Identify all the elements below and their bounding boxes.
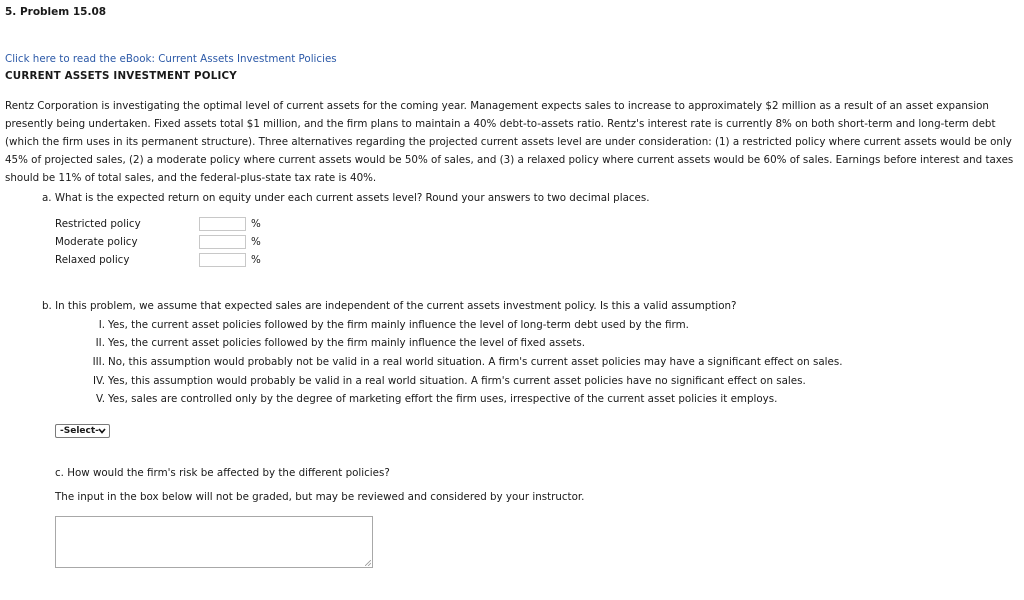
option-item xyxy=(86,393,777,405)
chevron-down-icon xyxy=(98,425,106,441)
option-text: No, this assumption would probably not be valid in a real world situation. A firm's current asset policies may have a significant effect on sales. xyxy=(108,356,843,368)
percent-unit: % xyxy=(251,254,261,266)
ebook-link[interactable]: Click here to read the eBook: Current Assets Investment Policies xyxy=(5,53,337,65)
intro-line: should be 11% of total sales, and the federal-plus-state tax rate is 40%. xyxy=(5,172,377,184)
part-a-question: a. What is the expected return on equity under each current assets level? Round your answers to two decimal places. xyxy=(42,192,650,204)
option-number: II. xyxy=(95,337,105,349)
option-item xyxy=(86,375,806,387)
part-c-question: c. How would the firm's risk be affected by the different policies? xyxy=(55,467,390,479)
percent-unit: % xyxy=(251,236,261,248)
option-number: I. xyxy=(98,319,105,331)
option-item xyxy=(86,356,842,368)
intro-line: (which the firm uses in its permanent structure). Three alternatives regarding the projected current assets level are under consideration: (1) a restricted policy where current assets would be only xyxy=(5,136,1012,148)
restricted-policy-input[interactable] xyxy=(199,217,246,231)
relaxed-policy-label: Relaxed policy xyxy=(55,254,130,266)
intro-line: 45% of projected sales, (2) a moderate policy where current assets would be 50% of sales, and (3) a relaxed policy where current assets would be 60% of sales. Earnings before interest and taxes xyxy=(5,154,1014,166)
intro-line: presently being undertaken. Fixed assets total $1 million, and the firm plans to maintain a 40% debt-to-assets ratio. Rentz's interest rate is currently 8% on both short-term and long-term debt xyxy=(5,118,996,130)
grading-note: The input in the box below will not be graded, but may be reviewed and considered by your instructor. xyxy=(55,491,585,503)
option-number: III. xyxy=(92,356,105,368)
restricted-policy-label: Restricted policy xyxy=(55,218,141,230)
intro-line: Rentz Corporation is investigating the optimal level of current assets for the coming year. Management expects sales to increase to approximately $2 million as a result of an asset expansion xyxy=(5,100,989,112)
moderate-policy-input[interactable] xyxy=(199,235,246,249)
relaxed-policy-input[interactable] xyxy=(199,253,246,267)
answer-select-dropdown[interactable] xyxy=(55,424,110,438)
option-text: Yes, the current asset policies followed by the firm mainly influence the level of long-term debt used by the firm. xyxy=(108,319,689,331)
option-item xyxy=(86,319,689,331)
moderate-policy-label: Moderate policy xyxy=(55,236,138,248)
select-value: -Select- xyxy=(60,426,99,436)
problem-description xyxy=(5,97,1017,187)
part-b-question: b. In this problem, we assume that expected sales are independent of the current assets investment policy. Is this a valid assumption? xyxy=(42,300,737,312)
percent-unit: % xyxy=(251,218,261,230)
option-number: V. xyxy=(96,393,105,405)
option-text: Yes, the current asset policies followed by the firm mainly influence the level of fixed assets. xyxy=(108,337,585,349)
risk-answer-textarea[interactable] xyxy=(55,516,373,568)
option-number: IV. xyxy=(92,375,105,387)
problem-title: 5. Problem 15.08 xyxy=(5,6,107,18)
resize-handle-icon[interactable] xyxy=(365,560,371,566)
section-title: CURRENT ASSETS INVESTMENT POLICY xyxy=(5,70,237,82)
option-text: Yes, sales are controlled only by the degree of marketing effort the firm uses, irrespective of the current asset policies it employs. xyxy=(108,393,778,405)
option-text: Yes, this assumption would probably be valid in a real world situation. A firm's current asset policies have no significant effect on sales. xyxy=(108,375,806,387)
option-item xyxy=(86,337,585,349)
